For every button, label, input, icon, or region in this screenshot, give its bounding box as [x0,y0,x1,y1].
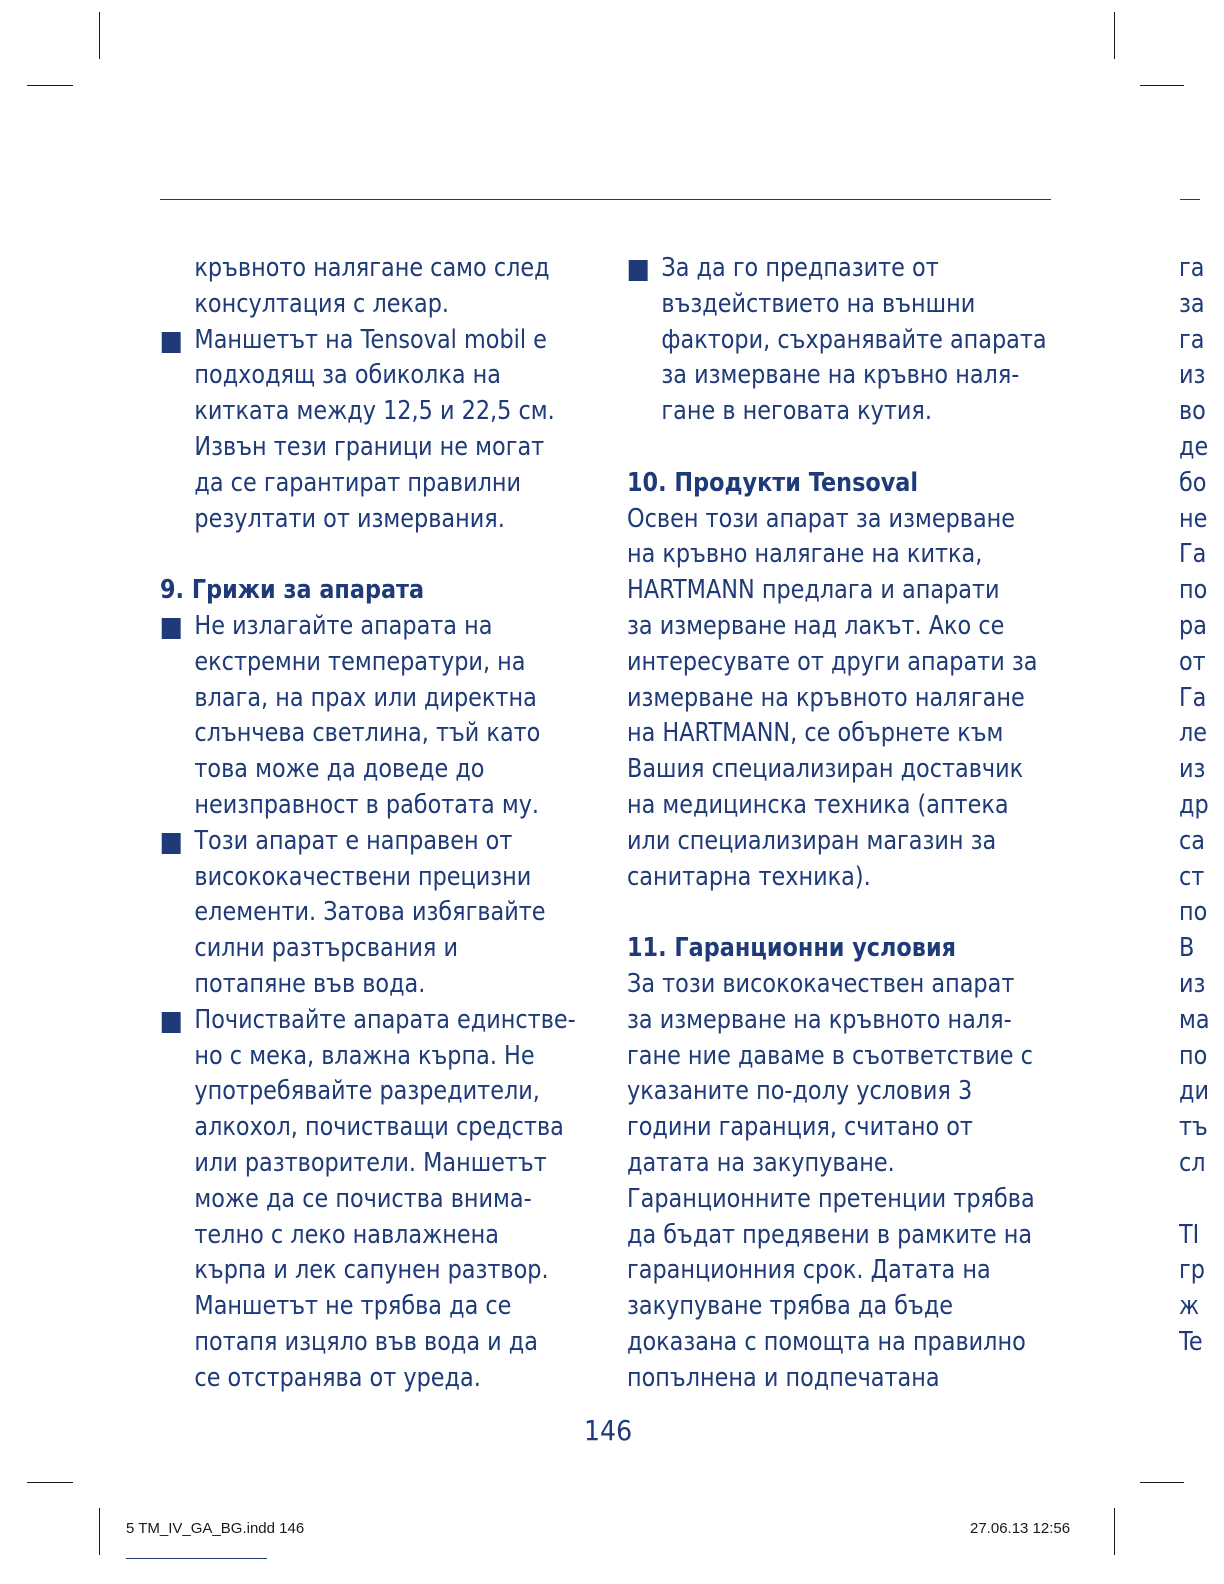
text-line: Гаранционните претенции трябва [627,1183,1035,1214]
text-line: елементи. Затова избягвайте [194,897,546,928]
text-line: се отстранява от уреда. [194,1362,481,1393]
text-line: силни разтърсвания и [194,933,459,964]
text-line: За този висококачествен апарат [627,968,1015,999]
text-fragment: по [1179,1040,1208,1071]
text-line: или разтворители. Маншетът [194,1147,547,1178]
text-fragment: са [1179,825,1206,856]
text-fragment: бо [1179,467,1207,498]
text-line: указаните по-долу условия 3 [627,1076,973,1107]
text-line: висококачествени прецизни [194,861,532,892]
text-line: резултати от измервания. [194,503,505,534]
text-fragment: де [1179,431,1209,462]
left-column [160,251,590,1397]
text-line: консултация с лекар. [194,288,450,319]
text-line: да бъдат предявени в рамките на [627,1219,1033,1250]
text-line: на кръвно налягане на китка, [627,539,983,570]
bullet-cuff-size [160,323,590,538]
crop-mark [27,85,73,86]
text-line: за измерване на кръвно наля- [661,360,1020,391]
text-fragment: ма [1179,1004,1210,1035]
section-heading-10: 10. Продукти Tensoval [627,467,919,498]
text-line: това може да доведе до [194,754,485,785]
text-line: или специализиран магазин за [627,825,997,856]
text-fragment: во [1179,396,1206,427]
crop-mark [1140,1482,1184,1483]
text-fragment: за [1179,288,1205,319]
section-heading-9: 9. Грижи за апарата [160,575,425,606]
text-line: фактори, съхранявайте апарата [661,324,1047,355]
text-line: санитарна техника). [627,861,871,892]
text-line: Освен този апарат за измерване [627,503,1016,534]
bullet-square-icon [162,332,181,353]
section-heading-11: 11. Гаранционни условия [627,933,956,964]
text-fragment: Га [1179,682,1207,713]
text-fragment: В [1179,933,1195,964]
text-line: за измерване над лакът. Ако се [627,610,1005,641]
bullet-square-icon [162,833,181,854]
text-line: гаранционния срок. Датата на [627,1255,991,1286]
bullet-care-temperature [160,609,590,824]
section11-body [627,967,1061,1397]
text-line: потапя изцяло във вода и да [194,1326,538,1357]
section10-body [627,502,1061,896]
text-fragment: из [1179,754,1206,785]
continuation-paragraph [160,251,590,323]
crop-mark [1140,85,1184,86]
bullet-care-shocks [160,824,590,1003]
text-line: на HARTMANN, се обърнете към [627,718,1004,749]
bullet-storage [627,251,1061,430]
text-fragment: от [1179,646,1206,677]
crop-mark [99,1508,100,1555]
text-line: китката между 12,5 и 22,5 см. [194,396,555,427]
text-line: въздействието на външни [661,288,976,319]
text-line: може да се почиства внима- [194,1183,532,1214]
crop-mark [27,1482,73,1483]
crop-mark [1114,1508,1115,1555]
text-fragment: др [1179,789,1209,820]
text-line: кръвното налягане само след [194,253,550,283]
text-line: Почиствайте апарата единстве- [194,1004,576,1035]
slug-filename: 5 TM_IV_GA_BG.indd 146 [126,1520,305,1537]
bullet-square-icon [162,618,181,639]
text-fragment: TI [1179,1219,1200,1250]
bullet-square-icon [162,1012,181,1033]
text-line: екстремни температури, на [194,646,526,677]
text-fragment: ж [1179,1291,1200,1322]
text-line: закупуване трябва да бъде [627,1291,954,1322]
text-line: алкохол, почистващи средства [194,1112,564,1143]
right-fragments-block2 [1179,1218,1218,1361]
text-fragment: по [1179,575,1208,606]
text-line: За да го предпазите от [661,253,939,283]
text-line: употребявайте разредители, [194,1076,540,1107]
text-line: потапяне във вода. [194,968,426,999]
header-rule-next-page [1180,199,1200,200]
text-line: да се гарантират правилни [194,467,522,498]
text-fragment: тъ [1179,1112,1208,1143]
slug-timestamp: 27.06.13 12:56 [970,1520,1071,1537]
text-line: гане ние даваме в съответствие с [627,1040,1033,1071]
text-line: Не излагайте апарата на [194,610,493,641]
text-line: HARTMANN предлага и апарати [627,575,1000,606]
text-fragment: ди [1179,1076,1209,1107]
text-fragment: ра [1179,610,1207,641]
text-fragment: сл [1179,1147,1206,1178]
text-fragment: гр [1179,1255,1205,1286]
text-line: измерване на кръвното налягане [627,682,1025,713]
text-line: кърпа и лек сапунен разтвор. [194,1255,549,1286]
text-fragment: ле [1179,718,1208,749]
text-line: доказана с помощта на правилно [627,1326,1026,1357]
text-fragment: га [1179,253,1205,283]
text-line: години гаранция, считано от [627,1112,973,1143]
text-line: неизправност в работата му. [194,789,540,820]
text-line: но с мека, влажна кърпа. Не [194,1040,535,1071]
text-line: гане в неговата кутия. [661,396,932,427]
text-line: влага, на прах или директна [194,682,537,713]
text-line: подходящ за обиколка на [194,360,501,391]
slug-underline [126,1558,267,1559]
right-fragments-block1 [1179,251,1218,1182]
header-rule [160,199,1051,200]
text-line: телно с леко навлажнена [194,1219,499,1250]
text-line: Този апарат е направен от [194,825,513,856]
text-fragment: Te [1179,1326,1203,1357]
text-fragment: из [1179,360,1206,391]
text-line: Вашия специализиран доставчик [627,754,1024,785]
text-fragment: не [1179,503,1208,534]
text-fragment: га [1179,324,1205,355]
text-fragment: Га [1179,539,1207,570]
text-line: интересувате от други апарати за [627,646,1038,677]
text-line: Маншетът не трябва да се [194,1291,512,1322]
page-number: 146 [584,1414,633,1447]
text-line: на медицинска техника (аптека [627,789,1009,820]
middle-column [627,251,1061,1397]
text-line: датата на закупуване. [627,1147,895,1178]
right-column-clipped [1179,251,1218,1401]
text-line: Маншетът на Tensoval mobil е [194,324,547,355]
bullet-square-icon [629,260,648,281]
text-line: слънчева светлина, тъй като [194,718,541,749]
text-line: за измерване на кръвното наля- [627,1004,1012,1035]
text-fragment: ст [1179,861,1205,892]
crop-mark [1114,12,1115,59]
text-fragment: по [1179,897,1208,928]
bullet-care-cleaning [160,1003,590,1397]
crop-mark [99,12,100,59]
text-line: попълнена и подпечатана [627,1362,940,1393]
text-line: Извън тези граници не могат [194,431,545,462]
text-fragment: из [1179,968,1206,999]
